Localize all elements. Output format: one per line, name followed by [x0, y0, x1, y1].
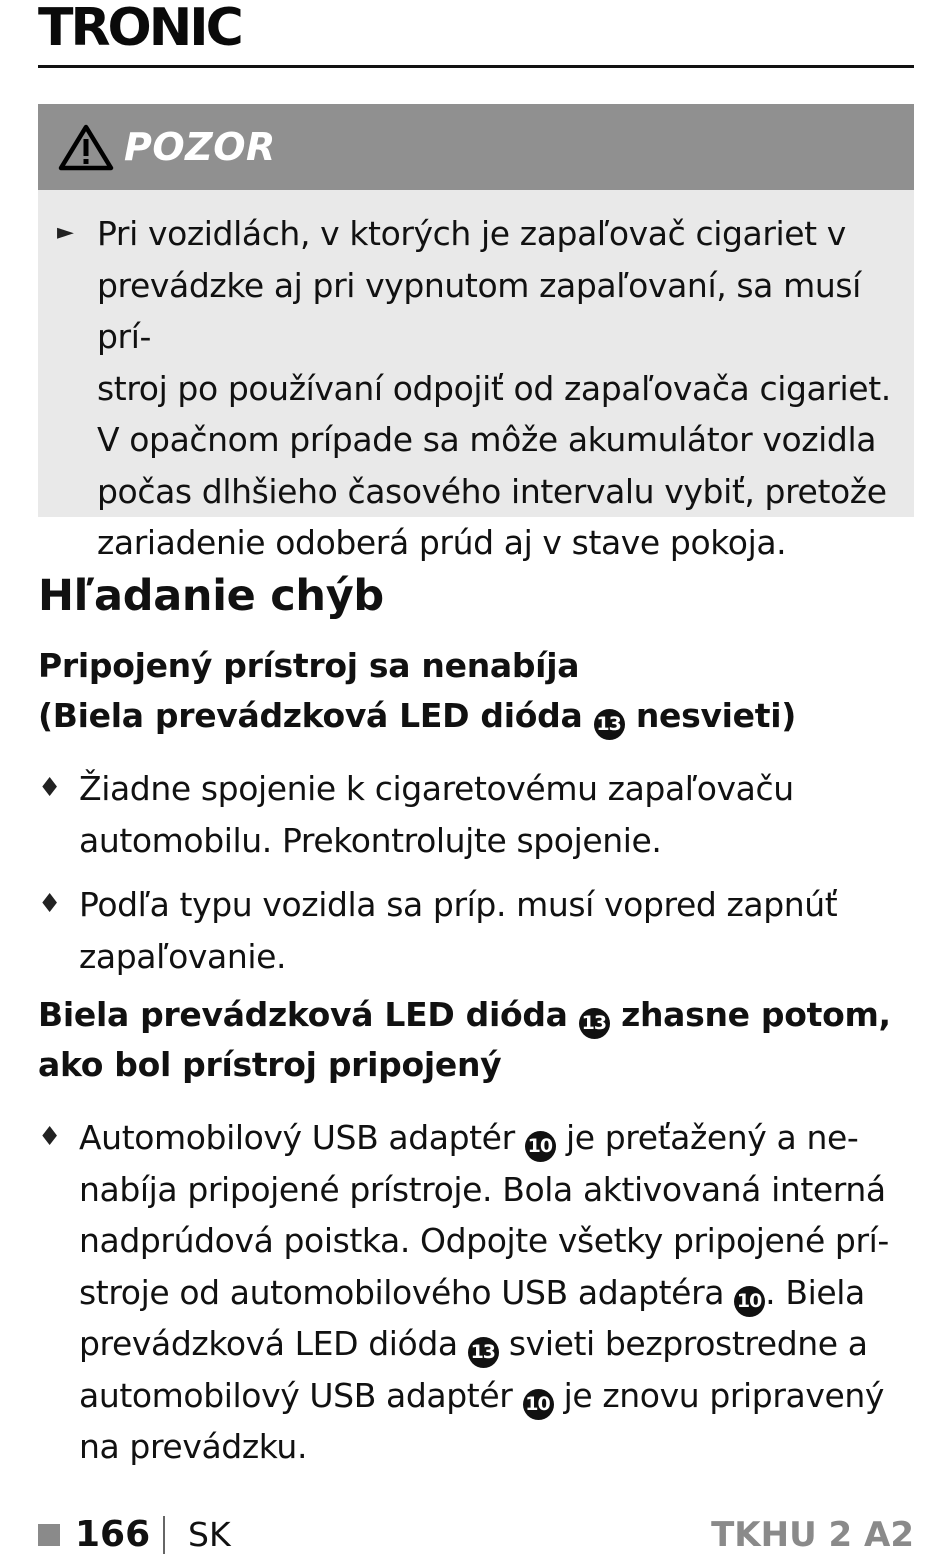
subheading-line: Pripojený prístroj sa nenabíja [38, 646, 580, 685]
ref-number-13: 13 [579, 1008, 610, 1039]
warning-line: stroj po používaní odpojiť od zapaľovača cigariet. [97, 368, 891, 408]
bullet-line: Podľa typu vozidla sa príp. musí vopred zapnúť [79, 885, 838, 924]
warning-header [38, 104, 914, 190]
bullet-line: Žiadne spojenie k cigaretovému zapaľovaču [79, 769, 794, 808]
ref-number-10: 10 [734, 1286, 765, 1317]
bullet-item [38, 1112, 918, 1473]
page-number: 166 [75, 1514, 151, 1555]
warning-line: V opačnom prípade sa môže akumulátor vozidla [97, 420, 877, 459]
subheading-text: nesvieti) [635, 696, 797, 735]
bullet-line [38, 1318, 918, 1370]
bullet-line: na prevádzku. [79, 1427, 308, 1466]
bullet-text: je preťažený a ne- [565, 1118, 859, 1157]
ref-number-13: 13 [594, 709, 625, 740]
diamond-bullet-icon: ♦ [38, 773, 61, 803]
bullet-line [38, 1112, 918, 1164]
subheading-led-off [38, 990, 891, 1090]
footer-square-icon [38, 1524, 60, 1546]
model-number: TKHU 2 A2 [711, 1515, 914, 1555]
bullet-line: nabíja pripojené prístroje. Bola aktivovaná interná [79, 1169, 886, 1209]
subheading-not-charging [38, 641, 796, 741]
warning-line: zariadenie odoberá prúd aj v stave pokoja. [97, 523, 787, 562]
bullet-line: zapaľovanie. [79, 936, 287, 976]
warning-triangle-icon [58, 123, 114, 171]
brand-logo: TRONIC [38, 0, 241, 58]
bullet-text: prevádzková LED dióda [79, 1324, 458, 1363]
page-footer [38, 1512, 914, 1558]
arrow-bullet-icon: ► [57, 220, 74, 245]
bullet-text: je znovu pripravený [563, 1375, 885, 1415]
bullet-line: automobilu. Prekontrolujte spojenie. [79, 820, 662, 860]
section-title: Hľadanie chýb [38, 571, 384, 621]
warning-text [38, 190, 914, 569]
footer-divider [163, 1516, 165, 1554]
warning-line: prevádzke aj pri vypnutom zapaľovaní, sa musí prí- [97, 265, 861, 356]
ref-number-10: 10 [523, 1389, 554, 1420]
subheading-text: Biela prevádzková LED dióda [38, 995, 568, 1034]
bullet-text: stroje od automobilového USB adaptéra [79, 1272, 725, 1312]
subheading-line [38, 691, 796, 741]
ref-number-13: 13 [468, 1337, 499, 1368]
diamond-bullet-icon: ♦ [38, 889, 61, 919]
bullet-text: svieti bezprostredne a [508, 1324, 868, 1363]
bullet-text: . Biela [765, 1272, 865, 1312]
subheading-text: zhasne potom, [621, 995, 891, 1034]
warning-line: počas dlhšieho časového intervalu vybiť, pretože [97, 471, 887, 511]
bullet-item [38, 879, 918, 982]
warning-title: POZOR [124, 125, 276, 169]
subheading-line: ako bol prístroj pripojený [38, 1045, 502, 1084]
language-code: SK [188, 1515, 231, 1554]
diamond-bullet-icon: ♦ [38, 1122, 61, 1152]
warning-line: Pri vozidlách, v ktorých je zapaľovač cigariet v [97, 214, 846, 253]
bullet-line: nadprúdová poistka. Odpojte všetky pripojené prí- [79, 1221, 889, 1260]
bullet-item [38, 763, 918, 866]
bullet-line [38, 1370, 918, 1422]
header-rule [38, 65, 914, 68]
bullet-text: Automobilový USB adaptér [79, 1118, 515, 1157]
bullet-text: automobilový USB adaptér [79, 1375, 513, 1415]
subheading-text: (Biela prevádzková LED dióda [38, 696, 583, 735]
bullet-line [38, 1267, 918, 1319]
subheading-line [38, 990, 891, 1040]
warning-box [38, 104, 914, 562]
ref-number-10: 10 [525, 1131, 556, 1162]
